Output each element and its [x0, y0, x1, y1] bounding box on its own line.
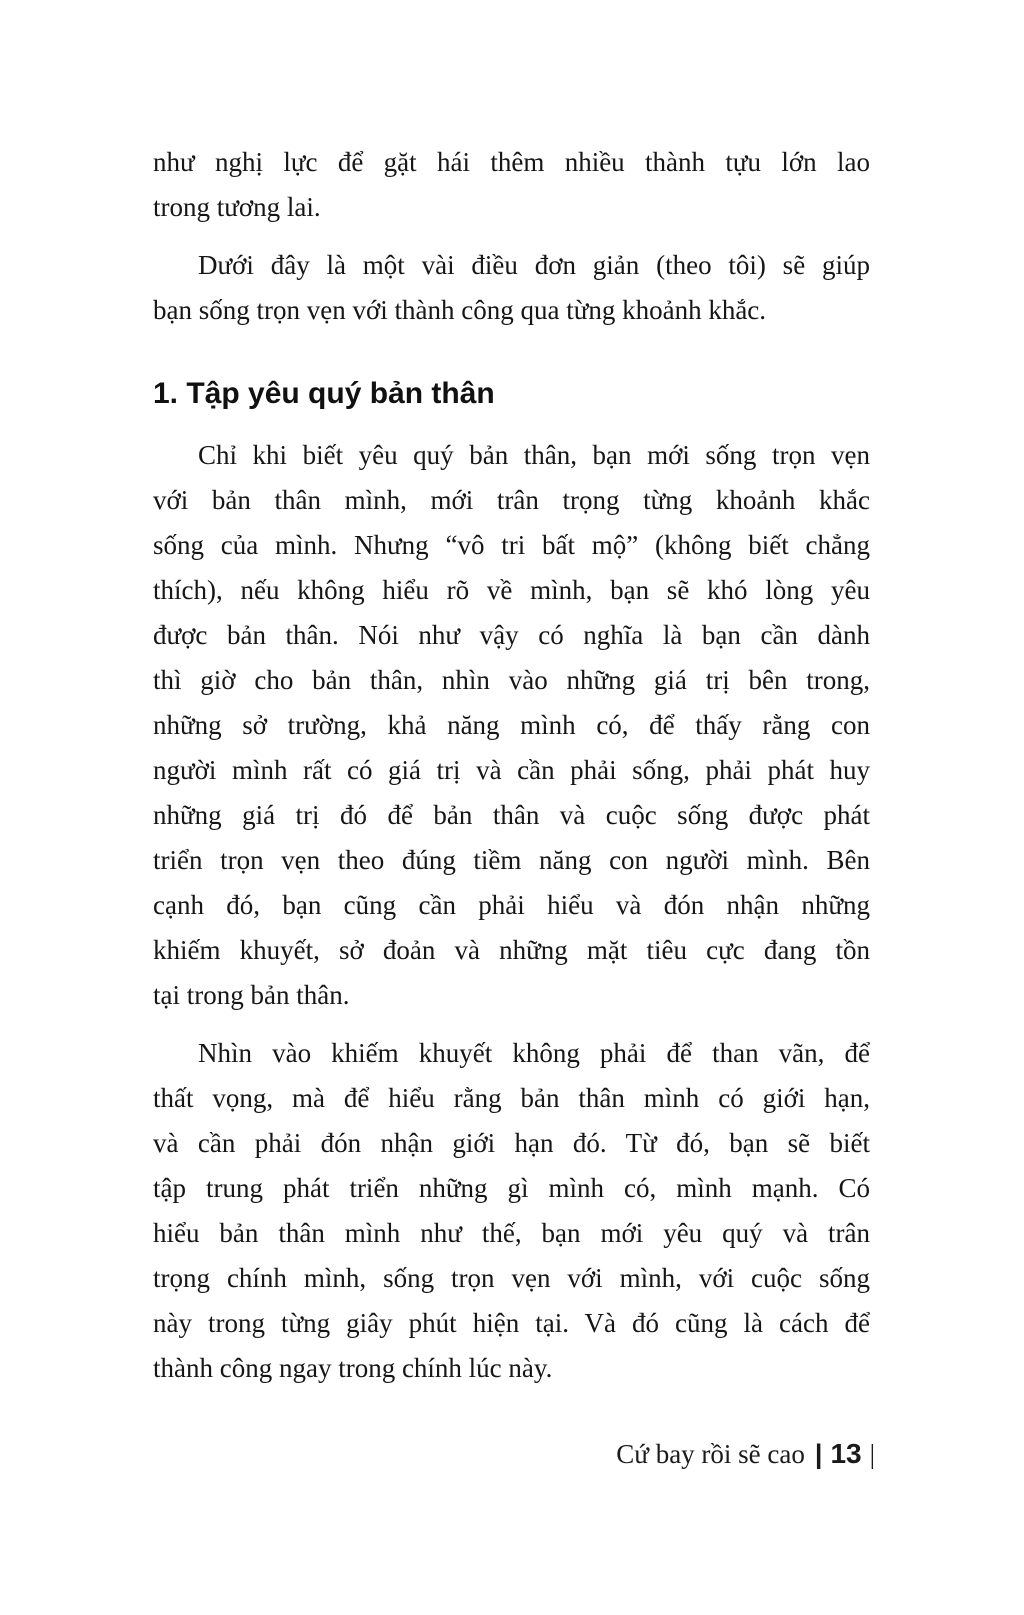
text-line: Chỉ khi biết yêu quý bản thân, bạn mới sống trọn vẹn	[198, 440, 870, 470]
separator-bar-icon: |	[814, 1439, 823, 1469]
text-line: người mình rất có giá trị và cần phải sống, phải phát huy	[153, 755, 870, 785]
text-line: Dưới đây là một vài điều đơn giản (theo tôi) sẽ giúp	[198, 250, 870, 280]
paragraph	[153, 243, 870, 333]
paragraph	[153, 140, 870, 230]
text-line: trọng chính mình, sống trọn vẹn với mình, với cuộc sống	[153, 1263, 870, 1293]
page-footer	[153, 1434, 875, 1474]
text-line: khiếm khuyết, sở đoản và những mặt tiêu cực đang tồn	[153, 935, 870, 965]
text-line: với bản thân mình, mới trân trọng từng khoảnh khắc	[153, 485, 870, 515]
paragraph	[153, 1031, 870, 1391]
text-line: như nghị lực để gặt hái thêm nhiều thành tựu lớn lao	[153, 147, 870, 177]
paragraph	[153, 433, 870, 1018]
separator-bar-icon: |	[869, 1439, 875, 1469]
text-line: cạnh đó, bạn cũng cần phải hiểu và đón nhận những	[153, 890, 870, 920]
text-line: Nhìn vào khiếm khuyết không phải để than vãn, để	[198, 1038, 870, 1068]
text-line: thành công ngay trong chính lúc này.	[153, 1353, 553, 1383]
text-line: bạn sống trọn vẹn với thành công qua từng khoảnh khắc.	[153, 295, 767, 325]
text-line: những sở trường, khả năng mình có, để thấy rằng con	[153, 710, 870, 740]
text-line: được bản thân. Nói như vậy có nghĩa là bạn cần dành	[153, 620, 870, 650]
text-line: tại trong bản thân.	[153, 980, 350, 1010]
text-line: triển trọn vẹn theo đúng tiềm năng con người mình. Bên	[153, 845, 870, 875]
page-content	[153, 140, 870, 1404]
text-line: này trong từng giây phút hiện tại. Và đó cũng là cách để	[153, 1308, 870, 1338]
text-line: sống của mình. Nhưng “vô tri bất mộ” (không biết chẳng	[153, 530, 870, 560]
text-line: và cần phải đón nhận giới hạn đó. Từ đó, bạn sẽ biết	[153, 1128, 870, 1158]
text-line: tập trung phát triển những gì mình có, mình mạnh. Có	[153, 1173, 870, 1203]
text-line: hiểu bản thân mình như thế, bạn mới yêu quý và trân	[153, 1218, 870, 1248]
running-title: Cứ bay rồi sẽ cao	[616, 1439, 805, 1469]
section-heading: 1. Tập yêu quý bản thân	[153, 377, 495, 410]
text-line: những giá trị đó để bản thân và cuộc sống được phát	[153, 800, 870, 830]
text-line: trong tương lai.	[153, 192, 321, 222]
text-line: thất vọng, mà để hiểu rằng bản thân mình có giới hạn,	[153, 1083, 870, 1113]
text-line: thích), nếu không hiểu rõ về mình, bạn sẽ khó lòng yêu	[153, 575, 870, 605]
page-number: 13	[830, 1438, 862, 1469]
text-line: thì giờ cho bản thân, nhìn vào những giá trị bên trong,	[153, 665, 870, 695]
